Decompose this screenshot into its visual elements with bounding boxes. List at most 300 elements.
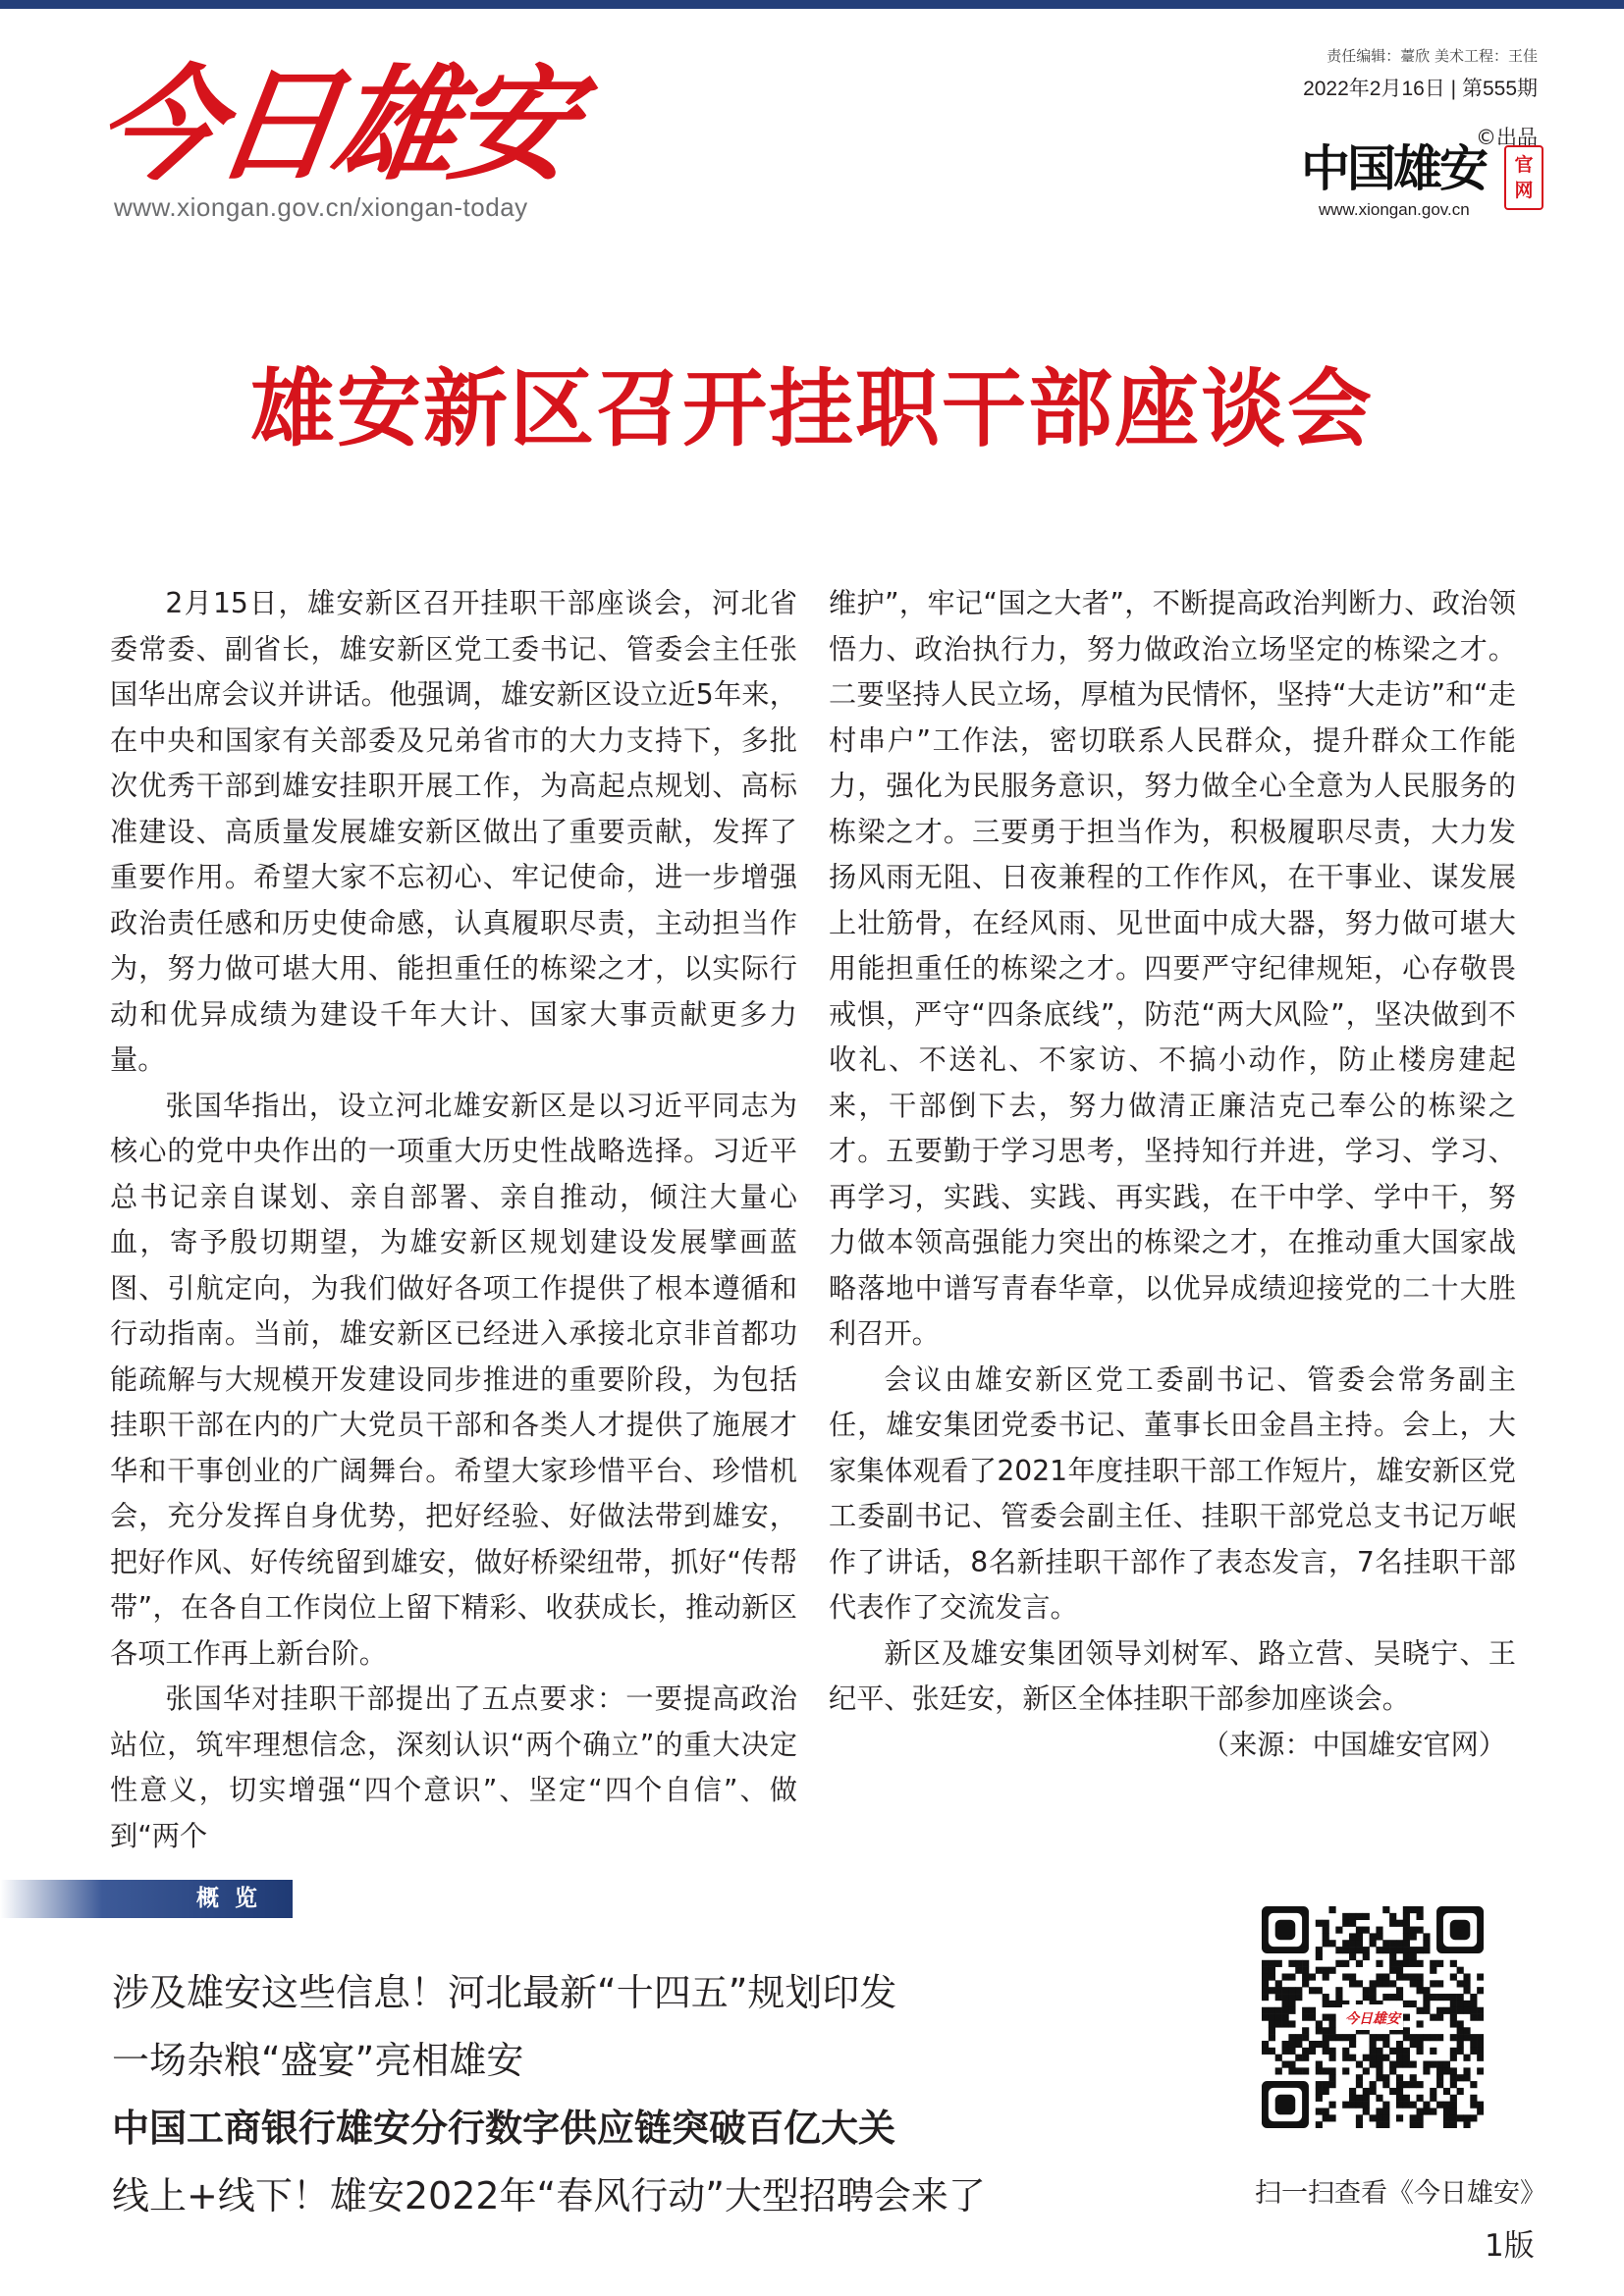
qr-module xyxy=(1275,2020,1282,2027)
qr-module xyxy=(1389,1920,1396,1927)
qr-module xyxy=(1376,2048,1382,2055)
qr-module xyxy=(1403,1913,1410,1920)
qr-module xyxy=(1323,2027,1329,2034)
qr-module xyxy=(1423,2007,1430,2014)
masthead-url[interactable]: www.xiongan.gov.cn/xiongan-today xyxy=(114,192,528,222)
editor-credits: 责任编辑：薹欣 美术工程：王佳 xyxy=(1326,47,1538,65)
qr-module xyxy=(1349,1980,1356,1987)
qr-module xyxy=(1349,2055,1356,2061)
qr-module xyxy=(1382,2074,1389,2081)
qr-module xyxy=(1288,2001,1295,2007)
qr-module xyxy=(1403,1906,1410,1913)
qr-module xyxy=(1323,2108,1329,2114)
qr-module xyxy=(1316,2108,1323,2114)
qr-module xyxy=(1335,1960,1342,1967)
qr-module xyxy=(1403,2014,1410,2021)
qr-module xyxy=(1288,2061,1295,2068)
qr-module xyxy=(1443,2114,1450,2121)
qr-module xyxy=(1323,1967,1329,1974)
qr-module xyxy=(1363,1913,1370,1920)
qr-module xyxy=(1302,2055,1309,2061)
qr-module xyxy=(1349,2041,1356,2048)
qr-module xyxy=(1410,2041,1417,2048)
qr-module xyxy=(1288,1994,1295,2001)
qr-module xyxy=(1423,1994,1430,2001)
qr-module xyxy=(1457,2074,1464,2081)
qr-module xyxy=(1262,2014,1269,2021)
qr-module xyxy=(1403,2001,1410,2007)
qr-module xyxy=(1457,2007,1464,2014)
overview-item[interactable]: 一场杂粮“盛宴”亮相雄安 xyxy=(112,2039,524,2082)
qr-module xyxy=(1370,1940,1377,1947)
qr-module xyxy=(1363,1994,1370,2001)
qr-module xyxy=(1463,2067,1470,2074)
qr-module xyxy=(1356,1940,1363,1947)
overview-section-label: 概 览 xyxy=(196,1886,262,1911)
qr-module xyxy=(1477,1973,1484,1980)
qr-module xyxy=(1282,2061,1289,2068)
qr-module xyxy=(1382,2055,1389,2061)
qr-module xyxy=(1282,1973,1289,1980)
qr-module xyxy=(1396,2095,1403,2102)
qr-module xyxy=(1363,2108,1370,2114)
qr-module xyxy=(1342,2067,1349,2074)
qr-module xyxy=(1450,2020,1457,2027)
qr-module xyxy=(1376,2055,1382,2061)
page-number: 1版 xyxy=(1485,2228,1535,2264)
qr-module xyxy=(1417,1913,1424,1920)
qr-module xyxy=(1323,1973,1329,1980)
qr-module xyxy=(1389,2088,1396,2095)
qr-module xyxy=(1328,2020,1335,2027)
qr-module xyxy=(1349,1913,1356,1920)
qr-module xyxy=(1457,1980,1464,1987)
qr-module xyxy=(1389,1994,1396,2001)
qr-module xyxy=(1396,1960,1403,1967)
qr-module xyxy=(1288,2048,1295,2055)
qr-module xyxy=(1403,1960,1410,1967)
qr-module xyxy=(1323,1940,1329,1947)
qr-module xyxy=(1436,2034,1443,2041)
qr-module xyxy=(1316,2041,1323,2048)
qr-module xyxy=(1262,1987,1269,1994)
qr-module xyxy=(1477,2007,1484,2014)
qr-module xyxy=(1363,1987,1370,1994)
qr-module xyxy=(1356,2081,1363,2088)
qr-module xyxy=(1323,2048,1329,2055)
qr-module xyxy=(1410,1953,1417,1960)
overview-item[interactable]: 中国工商银行雄安分行数字供应链突破百亿大关 xyxy=(112,2107,896,2150)
qr-module xyxy=(1470,2081,1477,2088)
qr-module xyxy=(1410,2034,1417,2041)
qr-module xyxy=(1295,2041,1302,2048)
top-color-bar xyxy=(0,0,1624,9)
qr-module xyxy=(1370,1933,1377,1940)
qr-module xyxy=(1403,2102,1410,2109)
qr-module xyxy=(1302,2027,1309,2034)
qr-module xyxy=(1342,2034,1349,2041)
qr-module xyxy=(1376,1927,1382,1934)
qr-module xyxy=(1417,2034,1424,2041)
qr-module xyxy=(1342,2102,1349,2109)
qr-module xyxy=(1302,1973,1309,1980)
article-paragraph: 张国华对挂职干部提出了五点要求：一要提高政治站位，筑牢理想信念，深刻认识“两个确立”的重大决定性意义，切实增强“四个意识”、坚定“四个自信”、做到“两个 xyxy=(110,1682,797,1852)
qr-module xyxy=(1282,2041,1289,2048)
qr-module xyxy=(1356,1960,1363,1967)
qr-module xyxy=(1396,1994,1403,2001)
qr-module xyxy=(1363,2095,1370,2102)
qr-module xyxy=(1323,2088,1329,2095)
qr-module xyxy=(1316,2121,1323,2128)
qr-module xyxy=(1382,1906,1389,1913)
qr-module xyxy=(1382,1947,1389,1953)
qr-module xyxy=(1410,2081,1417,2088)
qr-module xyxy=(1457,2114,1464,2121)
qr-module xyxy=(1376,2067,1382,2074)
qr-module xyxy=(1370,2034,1377,2041)
qr-module xyxy=(1477,2048,1484,2055)
qr-module xyxy=(1328,1967,1335,1974)
qr-module xyxy=(1396,2088,1403,2095)
qr-module xyxy=(1356,2061,1363,2068)
qr-module xyxy=(1269,1967,1275,1974)
qr-module xyxy=(1275,1987,1282,1994)
qr-module xyxy=(1382,2108,1389,2114)
qr-module xyxy=(1323,1920,1329,1927)
qr-module xyxy=(1436,2014,1443,2021)
qr-module xyxy=(1262,1980,1269,1987)
article-paragraph-continued: 维护”，牢记“国之大者”，不断提高政治判断力、政治领悟力、政治执行力，努力做政治立场坚定的栋梁之才。二要坚持人民立场，厚植为民情怀，坚持“大走访”和“走村串户”工作法，密切联系人民群众，提升群众工作能力，强化为民服务意识，努力做全心全意为人民服务的栋梁之才。三要勇于担当作为，积极履职尽责，大力发扬风雨无阻、日夜兼程的工作作风，在干事业、谋发展上壮筋骨，在经风雨、见世面中成大器，努力做可堪大用能担重任的栋梁之才。四要严守纪律规矩，心存敬畏戒惧，严守“四条底线”，防范“两大风险”，坚决做到不收礼、不送礼、不家访、不搞小动作，防止楼房建起来，干部倒下去，努力做清正廉洁克己奉公的栋梁之才。五要勤于学习思考，坚持知行并进，学习、学习、再学习，实践、实践、再实践，在干中学、学中干，努力做本领高强能力突出的栋梁之才，在推动重大国家战略落地中谱写青春华章，以优异成绩迎接党的二十大胜利召开。 xyxy=(829,587,1516,1350)
qr-module xyxy=(1403,2081,1410,2088)
qr-module xyxy=(1477,2014,1484,2021)
qr-module xyxy=(1275,2014,1282,2021)
qr-module xyxy=(1436,2061,1443,2068)
qr-module xyxy=(1328,2034,1335,2041)
org-url[interactable]: www.xiongan.gov.cn xyxy=(1319,200,1470,219)
qr-module xyxy=(1389,1913,1396,1920)
qr-module xyxy=(1269,2027,1275,2034)
qr-module xyxy=(1302,1980,1309,1987)
qr-module xyxy=(1457,2027,1464,2034)
qr-module xyxy=(1410,2061,1417,2068)
qr-module xyxy=(1269,2014,1275,2021)
qr-module xyxy=(1443,2007,1450,2014)
org-seal-icon xyxy=(1504,145,1543,210)
qr-module xyxy=(1410,2074,1417,2081)
qr-module xyxy=(1463,2055,1470,2061)
org-seal-char: 网 xyxy=(1514,180,1534,201)
qr-module xyxy=(1382,1994,1389,2001)
qr-module xyxy=(1423,1947,1430,1953)
qr-module xyxy=(1417,1987,1424,1994)
qr-module xyxy=(1328,2014,1335,2021)
qr-module xyxy=(1470,2014,1477,2021)
qr-module xyxy=(1370,1980,1377,1987)
qr-module xyxy=(1288,2041,1295,2048)
qr-module xyxy=(1302,1967,1309,1974)
org-seal-char: 官 xyxy=(1514,154,1534,176)
qr-module xyxy=(1457,2048,1464,2055)
qr-module xyxy=(1323,2014,1329,2021)
qr-module xyxy=(1323,2001,1329,2007)
qr-module xyxy=(1450,2102,1457,2109)
qr-module xyxy=(1417,2095,1424,2102)
qr-module xyxy=(1396,1947,1403,1953)
qr-module xyxy=(1403,2048,1410,2055)
qr-module xyxy=(1370,2081,1377,2088)
qr-module xyxy=(1463,2121,1470,2128)
qr-module xyxy=(1382,1973,1389,1980)
overview-item[interactable]: 线上+线下！雄安2022年“春风行动”大型招聘会来了 xyxy=(112,2174,986,2217)
qr-module xyxy=(1288,2067,1295,2074)
qr-module xyxy=(1302,2067,1309,2074)
qr-module xyxy=(1382,2114,1389,2121)
qr-module xyxy=(1410,2001,1417,2007)
qr-module xyxy=(1436,2081,1443,2088)
qr-module xyxy=(1457,1967,1464,1974)
qr-module xyxy=(1417,1980,1424,1987)
qr-finder-pattern xyxy=(1275,1920,1296,1941)
qr-module xyxy=(1363,1953,1370,1960)
qr-module xyxy=(1430,2088,1436,2095)
qr-module xyxy=(1389,1947,1396,1953)
qr-module xyxy=(1430,1994,1436,2001)
qr-module xyxy=(1335,1927,1342,1934)
qr-module xyxy=(1269,1987,1275,1994)
qr-module xyxy=(1410,1933,1417,1940)
qr-module xyxy=(1417,2108,1424,2114)
qr-module xyxy=(1450,2114,1457,2121)
qr-module xyxy=(1382,1940,1389,1947)
qr-module xyxy=(1269,2034,1275,2041)
qr-module xyxy=(1389,1967,1396,1974)
qr-module xyxy=(1410,1947,1417,1953)
qr-module xyxy=(1342,1913,1349,1920)
qr-module xyxy=(1295,2055,1302,2061)
qr-module xyxy=(1436,1980,1443,1987)
qr-module xyxy=(1309,2007,1316,2014)
qr-module xyxy=(1430,2061,1436,2068)
qr-module xyxy=(1470,2102,1477,2109)
qr-module xyxy=(1309,2048,1316,2055)
qr-module xyxy=(1356,1947,1363,1953)
qr-module xyxy=(1335,1987,1342,1994)
qr-module xyxy=(1457,2088,1464,2095)
qr-module xyxy=(1316,1987,1323,1994)
qr-module xyxy=(1417,1947,1424,1953)
qr-module xyxy=(1477,2108,1484,2114)
qr-module xyxy=(1316,1953,1323,1960)
qr-module xyxy=(1282,2020,1289,2027)
qr-module xyxy=(1457,2041,1464,2048)
qr-module xyxy=(1316,2081,1323,2088)
qr-module xyxy=(1370,2048,1377,2055)
article-column-left xyxy=(110,581,797,1859)
qr-module xyxy=(1356,2114,1363,2121)
qr-module xyxy=(1450,2048,1457,2055)
qr-module xyxy=(1323,1933,1329,1940)
qr-module xyxy=(1275,2067,1282,2074)
qr-finder-pattern xyxy=(1450,1920,1471,1941)
qr-module xyxy=(1275,1960,1282,1967)
qr-module xyxy=(1396,2048,1403,2055)
qr-module xyxy=(1410,2114,1417,2121)
qr-module xyxy=(1363,1927,1370,1934)
qr-module xyxy=(1262,2048,1269,2055)
qr-module xyxy=(1262,2007,1269,2014)
qr-module xyxy=(1269,1973,1275,1980)
qr-module xyxy=(1403,1953,1410,1960)
qr-module xyxy=(1423,2034,1430,2041)
qr-module xyxy=(1417,2048,1424,2055)
qr-finder-pattern xyxy=(1275,2095,1296,2115)
qr-module xyxy=(1288,2034,1295,2041)
qr-module xyxy=(1423,2108,1430,2114)
qr-module xyxy=(1376,2095,1382,2102)
qr-module xyxy=(1323,1994,1329,2001)
qr-module xyxy=(1323,2114,1329,2121)
qr-module xyxy=(1423,1933,1430,1940)
qr-module xyxy=(1282,2007,1289,2014)
qr-module xyxy=(1443,2061,1450,2068)
qr-module xyxy=(1328,2074,1335,2081)
qr-module xyxy=(1450,1960,1457,1967)
qr-module xyxy=(1403,1940,1410,1947)
qr-module xyxy=(1403,1933,1410,1940)
qr-module xyxy=(1417,1960,1424,1967)
qr-module xyxy=(1349,1940,1356,1947)
qr-module xyxy=(1356,2095,1363,2102)
qr-module xyxy=(1328,2027,1335,2034)
qr-module xyxy=(1450,1973,1457,1980)
qr-module xyxy=(1275,1994,1282,2001)
qr-module xyxy=(1275,2007,1282,2014)
qr-module xyxy=(1450,2007,1457,2014)
qr-module xyxy=(1349,2102,1356,2109)
qr-module xyxy=(1335,1947,1342,1953)
qr-module xyxy=(1450,2095,1457,2102)
qr-module xyxy=(1403,2055,1410,2061)
qr-module xyxy=(1363,2055,1370,2061)
qr-module xyxy=(1370,2088,1377,2095)
qr-module xyxy=(1463,2027,1470,2034)
qr-module xyxy=(1376,2121,1382,2128)
qr-module xyxy=(1282,1987,1289,1994)
qr-module xyxy=(1423,2067,1430,2074)
qr-module xyxy=(1470,2041,1477,2048)
qr-module xyxy=(1450,2055,1457,2061)
qr-module xyxy=(1382,2102,1389,2109)
qr-module xyxy=(1389,2048,1396,2055)
qr-module xyxy=(1382,2034,1389,2041)
qr-center-logo: 今日雄安 xyxy=(1345,2011,1400,2027)
qr-module xyxy=(1356,1933,1363,1940)
qr-module xyxy=(1396,2061,1403,2068)
qr-module xyxy=(1370,2114,1377,2121)
qr-module xyxy=(1342,2055,1349,2061)
qr-module xyxy=(1450,2014,1457,2021)
qr-module xyxy=(1376,1960,1382,1967)
article-source: （来源：中国雄安官网） xyxy=(1201,1728,1506,1761)
qr-module xyxy=(1335,2034,1342,2041)
qr-module xyxy=(1417,1927,1424,1934)
qr-module xyxy=(1430,1980,1436,1987)
qr-module xyxy=(1295,2067,1302,2074)
qr-module xyxy=(1363,2102,1370,2109)
qr-module xyxy=(1328,2067,1335,2074)
qr-module xyxy=(1309,1987,1316,1994)
qr-module xyxy=(1363,2067,1370,2074)
qr-module xyxy=(1295,1960,1302,1967)
qr-module xyxy=(1356,1980,1363,1987)
qr-module xyxy=(1376,1980,1382,1987)
qr-code[interactable] xyxy=(1262,1906,1484,2128)
qr-module xyxy=(1309,1973,1316,1980)
qr-module xyxy=(1417,2114,1424,2121)
qr-module xyxy=(1295,1987,1302,1994)
qr-module xyxy=(1430,2048,1436,2055)
qr-module xyxy=(1463,1980,1470,1987)
qr-module xyxy=(1443,2108,1450,2114)
qr-module xyxy=(1436,2074,1443,2081)
overview-item[interactable]: 涉及雄安这些信息！河北最新“十四五”规划印发 xyxy=(112,1971,897,2014)
qr-module xyxy=(1410,1906,1417,1913)
qr-module xyxy=(1389,2067,1396,2074)
article-paragraph: 张国华指出，设立河北雄安新区是以习近平同志为核心的党中央作出的一项重大历史性战略选择。习近平总书记亲自谋划、亲自部署、亲自推动，倾注大量心血，寄予殷切期望，为雄安新区规划建设发展擘画蓝图、引航定向，为我们做好各项工作提供了根本遵循和行动指南。当前，雄安新区已经进入承接北京非首都功能疏解与大规模开发建设同步推进的重要阶段，为包括挂职干部在内的广大党员干部和各类人才提供了施展才华和干事创业的广阔舞台。希望大家珍惜平台、珍惜机会，充分发挥自身优势，把好经验、好做法带到雄安，把好作风、好传统留到雄安，做好桥梁纽带，抓好“传帮带”，在各自工作岗位上留下精彩、收获成长，推动新区各项工作再上新台阶。 xyxy=(110,1089,797,1670)
qr-module xyxy=(1410,1960,1417,1967)
qr-module xyxy=(1450,2067,1457,2074)
qr-module xyxy=(1396,2074,1403,2081)
qr-module xyxy=(1403,2034,1410,2041)
qr-module xyxy=(1443,2067,1450,2074)
qr-module xyxy=(1436,2007,1443,2014)
qr-caption: 扫一扫查看《今日雄安》 xyxy=(1255,2178,1546,2209)
qr-module xyxy=(1470,2001,1477,2007)
qr-module xyxy=(1417,2007,1424,2014)
qr-module xyxy=(1370,2055,1377,2061)
qr-module xyxy=(1457,2001,1464,2007)
qr-module xyxy=(1288,2020,1295,2027)
qr-module xyxy=(1477,2041,1484,2048)
qr-module xyxy=(1316,2088,1323,2095)
qr-module xyxy=(1410,1973,1417,1980)
qr-module xyxy=(1430,1967,1436,1974)
qr-module xyxy=(1349,2095,1356,2102)
qr-module xyxy=(1463,1987,1470,1994)
qr-module xyxy=(1403,2061,1410,2068)
qr-module xyxy=(1417,1906,1424,1913)
qr-module xyxy=(1417,2081,1424,2088)
qr-module xyxy=(1443,1994,1450,2001)
qr-module xyxy=(1403,1920,1410,1927)
qr-module xyxy=(1470,2095,1477,2102)
qr-module xyxy=(1323,2081,1329,2088)
qr-module xyxy=(1376,2108,1382,2114)
qr-module xyxy=(1376,1973,1382,1980)
qr-module xyxy=(1443,2121,1450,2128)
qr-module xyxy=(1463,2001,1470,2007)
qr-module xyxy=(1410,1980,1417,1987)
qr-module xyxy=(1463,2074,1470,2081)
qr-module xyxy=(1396,1987,1403,1994)
article-paragraph: 会议由雄安新区党工委副书记、管委会常务副主任，雄安集团党委书记、董事长田金昌主持。会上，大家集体观看了2021年度挂职干部工作短片，雄安新区党工委副书记、管委会副主任、挂职干部党总支书记万岷作了讲话，8名新挂职干部作了表态发言，7名挂职干部代表作了交流发言。 xyxy=(829,1362,1516,1624)
qr-module xyxy=(1396,2055,1403,2061)
overview-list xyxy=(112,1959,986,2230)
qr-module xyxy=(1288,1973,1295,1980)
qr-module xyxy=(1282,2048,1289,2055)
qr-module xyxy=(1295,2034,1302,2041)
qr-module xyxy=(1282,1994,1289,2001)
